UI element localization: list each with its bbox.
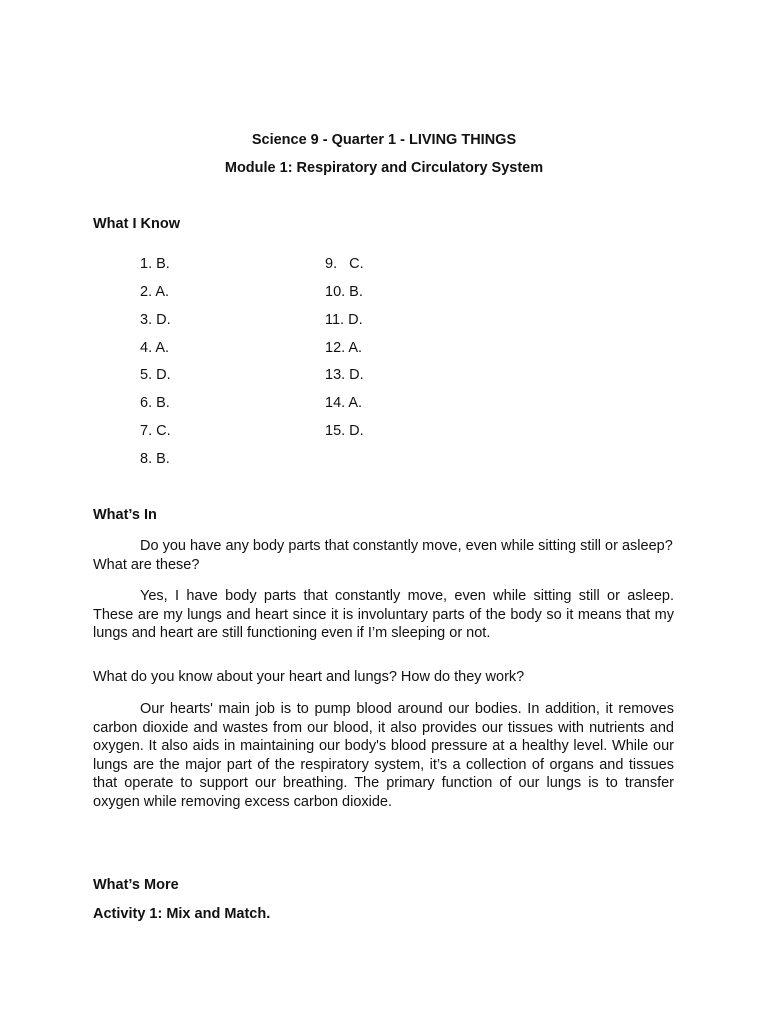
answer-item: 15. D. — [325, 423, 364, 439]
whats-more-heading: What’s More — [93, 877, 179, 893]
whats-in-heading: What’s In — [93, 507, 157, 523]
answer-item: 14. A. — [325, 395, 363, 411]
answer-item: 11. D. — [325, 312, 363, 328]
answer-item: 5. D. — [140, 367, 171, 383]
answer-item: 6. B. — [140, 395, 170, 411]
activity-heading: Activity 1: Mix and Match. — [93, 906, 271, 922]
document-title: Science 9 - Quarter 1 - LIVING THINGS — [251, 132, 517, 148]
answer-paragraph: Our hearts' main job is to pump blood around our bodies. In addition, it removes carbon dioxide and wastes from our blood, it also provides our tissues with nutrients and oxygen. It also aids in maintaining our body's blood pressure at a healthy level. While our lungs are the major part of the respiratory system, it’s a collection of organs and tissues that operate to support our breathing. The primary function of our lungs is to transfer oxygen while removing excess carbon dioxide. — [93, 701, 674, 810]
question-paragraph: What do you know about your heart and lungs? How do they work? — [93, 669, 525, 685]
answer-paragraph: Yes, I have body parts that constantly move, even while sitting still or asleep. These are my lungs and heart since it is involuntary parts of the body so it means that my lungs and heart are still functioning even if I’m sleeping or not. — [93, 588, 674, 642]
module-title: Module 1: Respiratory and Circulatory System — [224, 160, 544, 176]
answer-item: 10. B. — [325, 284, 363, 300]
answer-item: 7. C. — [140, 423, 171, 439]
answer-item: 13. D. — [325, 367, 364, 383]
what-i-know-heading: What I Know — [93, 216, 180, 232]
answer-item: 4. A. — [140, 340, 170, 356]
answer-item: 1. B. — [140, 256, 170, 272]
answer-item: 9. C. — [325, 256, 364, 272]
answer-item: 3. D. — [140, 312, 171, 328]
answer-item: 8. B. — [140, 451, 170, 467]
answer-item: 12. A. — [325, 340, 363, 356]
question-paragraph: Do you have any body parts that constantly move, even while sitting still or asleep? What are these? — [93, 538, 673, 573]
answer-item: 2. A. — [140, 284, 170, 300]
